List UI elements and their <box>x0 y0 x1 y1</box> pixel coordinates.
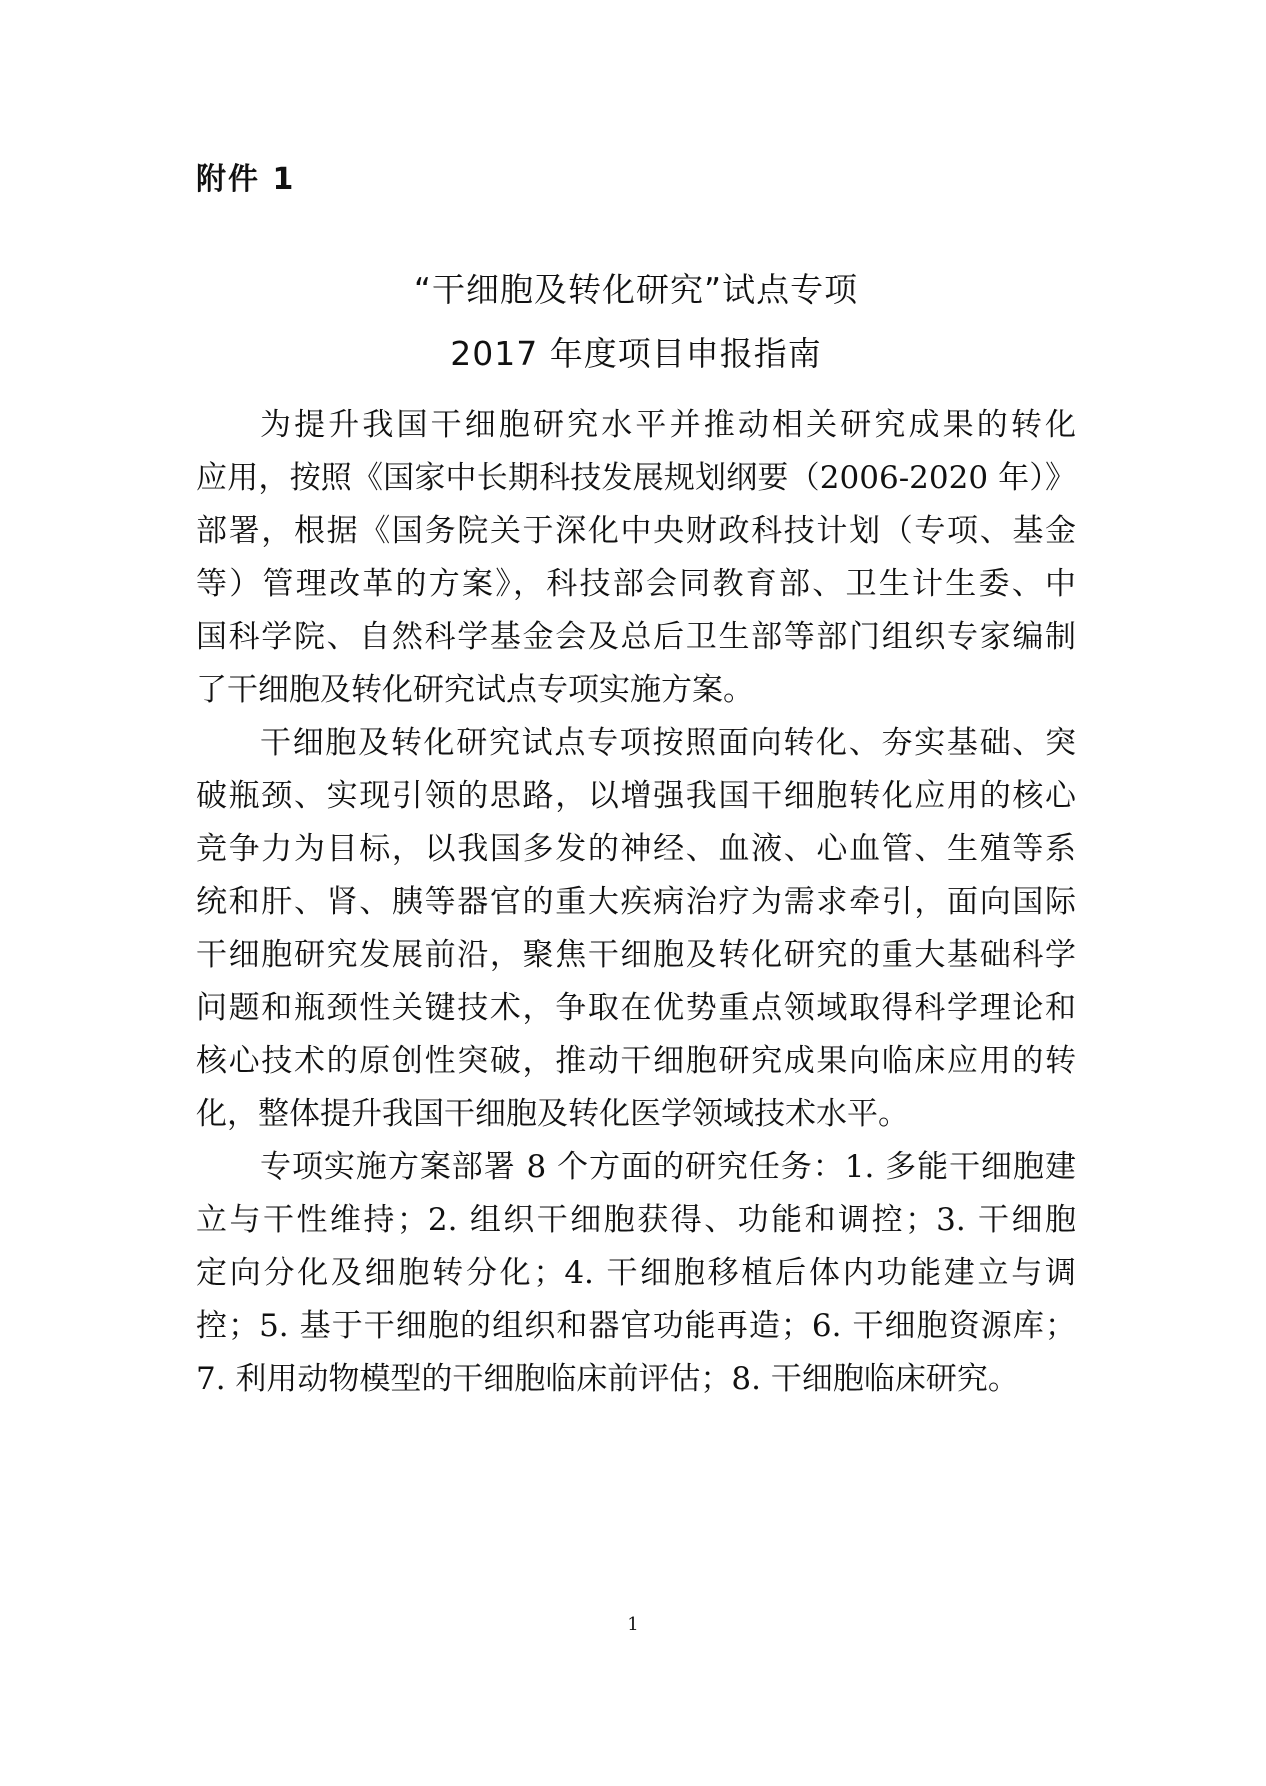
paragraph-2-line-3: 竞争力为目标，以我国多发的神经、血液、心血管、生殖等系 <box>196 831 1076 867</box>
paragraph-3-line-5: 7. 利用动物模型的干细胞临床前评估；8. 干细胞临床研究。 <box>196 1361 1019 1397</box>
paragraph-3-line-3: 定向分化及细胞转分化；4. 干细胞移植后体内功能建立与调 <box>196 1255 1076 1291</box>
paragraph-1-line-5: 国科学院、自然科学基金会及总后卫生部等部门组织专家编制 <box>196 619 1076 655</box>
paragraph-2-line-4: 统和肝、肾、胰等器官的重大疾病治疗为需求牵引，面向国际 <box>196 884 1076 920</box>
title-line-2: 2017 年度项目申报指南 <box>450 334 822 373</box>
paragraph-3-line-4: 控；5. 基于干细胞的组织和器官功能再造；6. 干细胞资源库； <box>196 1308 1076 1344</box>
paragraph-2-line-5: 干细胞研究发展前沿，聚焦干细胞及转化研究的重大基础科学 <box>196 937 1076 973</box>
paragraph-2-line-2: 破瓶颈、实现引领的思路，以增强我国干细胞转化应用的核心 <box>196 778 1076 814</box>
paragraph-1-line-2: 应用，按照《国家中长期科技发展规划纲要（2006-2020 年）》 <box>196 460 1076 496</box>
paragraph-2-line-6: 问题和瓶颈性关键技术，争取在优势重点领域取得科学理论和 <box>196 990 1076 1026</box>
paragraph-3-line-1: 专项实施方案部署 8 个方面的研究任务：1. 多能干细胞建 <box>260 1149 1076 1185</box>
paragraph-2-line-7: 核心技术的原创性突破，推动干细胞研究成果向临床应用的转 <box>196 1043 1076 1079</box>
page-number: 1 <box>627 1614 639 1635</box>
paragraph-1-line-1: 为提升我国干细胞研究水平并推动相关研究成果的转化 <box>260 407 1076 443</box>
attachment-label: 附件 1 <box>196 162 296 197</box>
paragraph-1-line-4: 等）管理改革的方案》，科技部会同教育部、卫生计生委、中 <box>196 566 1076 602</box>
paragraph-1-line-6: 了干细胞及转化研究试点专项实施方案。 <box>196 672 754 708</box>
title-line-1: “干细胞及转化研究”试点专项 <box>413 270 859 309</box>
paragraph-2-line-1: 干细胞及转化研究试点专项按照面向转化、夯实基础、突 <box>260 725 1076 761</box>
paragraph-2-line-8: 化，整体提升我国干细胞及转化医学领域技术水平。 <box>196 1096 909 1132</box>
paragraph-1-line-3: 部署，根据《国务院关于深化中央财政科技计划（专项、基金 <box>196 513 1076 549</box>
paragraph-3-line-2: 立与干性维持；2. 组织干细胞获得、功能和调控；3. 干细胞 <box>196 1202 1076 1238</box>
